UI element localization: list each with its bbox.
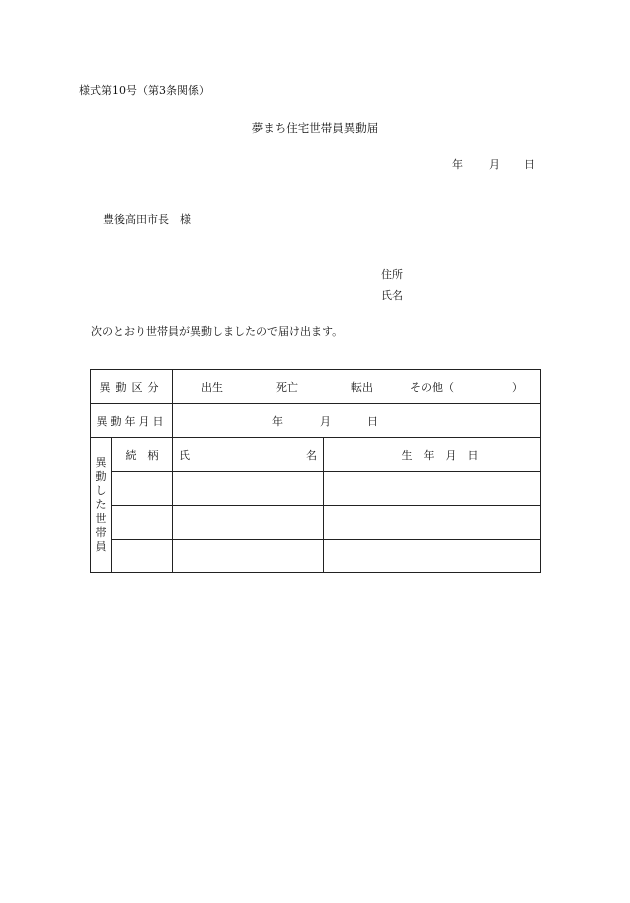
birthdate-cell[interactable] [324, 506, 541, 540]
form-number: 様式第10号（第3条関係） [79, 84, 210, 97]
changed-members-label: 異 動 し た 世 帯 員 [91, 438, 112, 573]
date-month: 月 [489, 158, 500, 171]
addressee: 豊後高田市長 様 [103, 213, 191, 226]
option-death[interactable]: 死亡 [276, 380, 298, 394]
document-title: 夢まち住宅世帯員異動届 [251, 121, 379, 135]
submission-date [452, 156, 535, 172]
relation-cell[interactable] [112, 506, 173, 540]
option-birth[interactable]: 出生 [201, 380, 223, 394]
birthdate-header: 生 年 月 日 [324, 438, 541, 472]
relation-cell[interactable] [112, 540, 173, 573]
birthdate-cell[interactable] [324, 540, 541, 573]
name-header: 氏 名 [173, 438, 324, 472]
name-cell[interactable] [173, 472, 324, 506]
change-date-field[interactable] [173, 404, 541, 438]
birthdate-cell[interactable] [324, 472, 541, 506]
option-moveout[interactable]: 転出 [351, 380, 373, 394]
date-day: 日 [524, 158, 535, 171]
relation-cell[interactable] [112, 472, 173, 506]
change-form-table [90, 369, 541, 573]
change-date-month: 月 [320, 414, 331, 428]
address-label: 住所 [381, 268, 403, 281]
relation-header: 続 柄 [112, 438, 173, 472]
applicant-name-label: 氏名 [381, 289, 403, 302]
change-date-label: 異動年月日 [91, 404, 173, 438]
date-year: 年 [452, 158, 463, 171]
name-cell[interactable] [173, 506, 324, 540]
statement-text: 次のとおり世帯員が異動しましたので届け出ます。 [91, 325, 344, 338]
change-date-year: 年 [272, 414, 283, 428]
change-date-day: 日 [367, 414, 378, 428]
option-other-close: ） [512, 380, 523, 394]
change-type-label: 異動区分 [91, 370, 173, 404]
change-type-options[interactable] [173, 370, 541, 404]
name-cell[interactable] [173, 540, 324, 573]
option-other[interactable]: その他（ [410, 380, 454, 394]
